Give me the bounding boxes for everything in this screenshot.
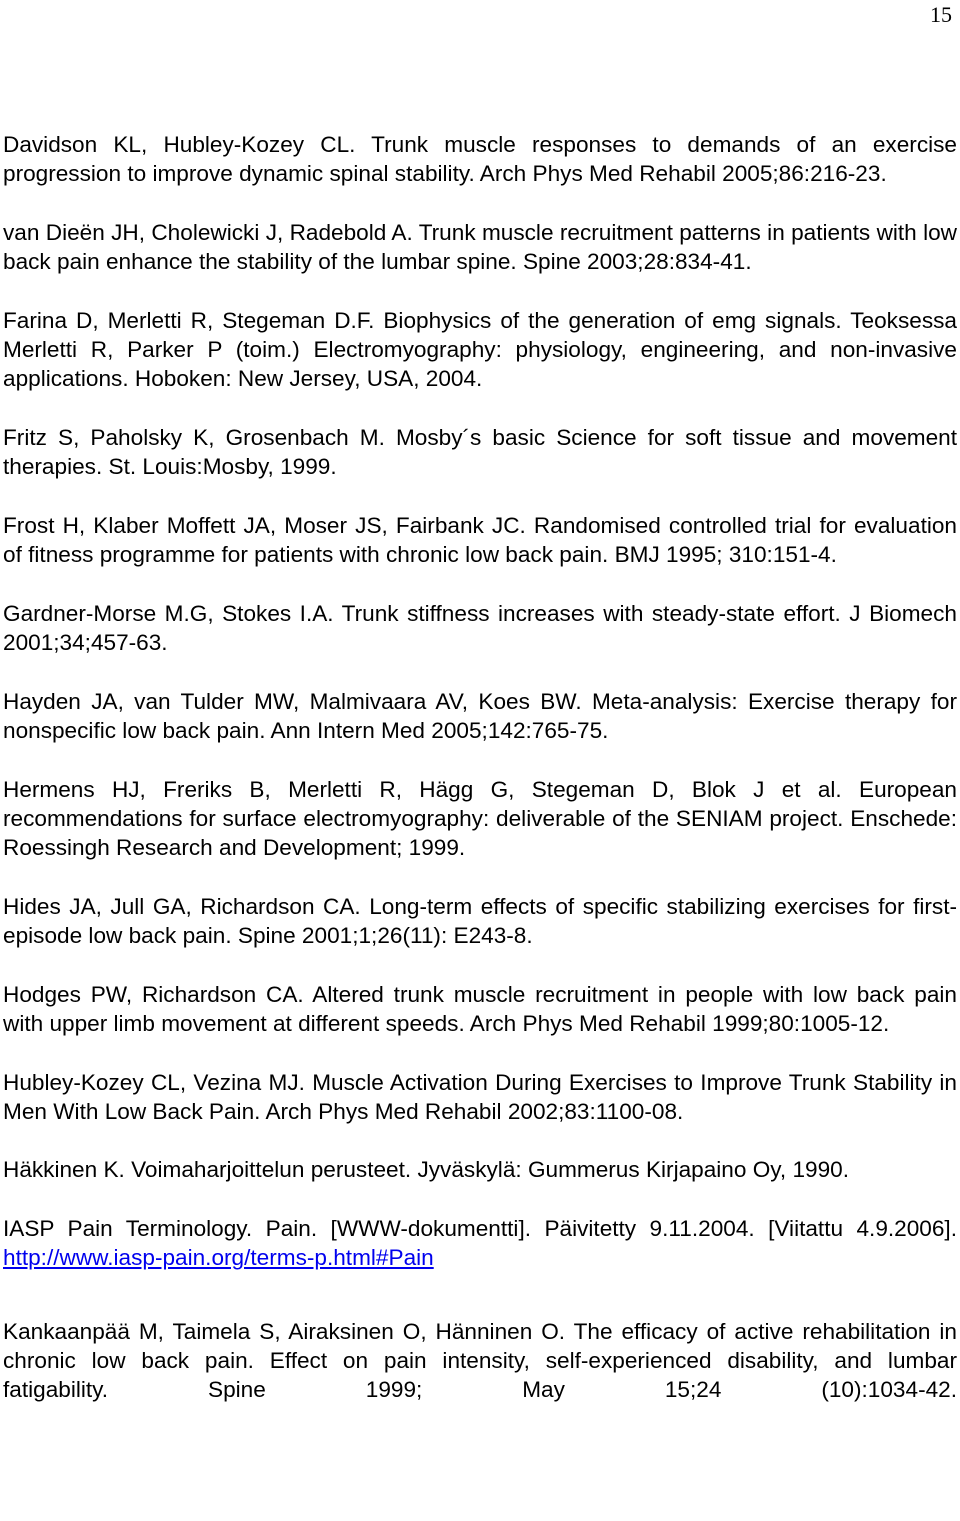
reference-item: Davidson KL, Hubley-Kozey CL. Trunk muscle responses to demands of an exercise progression to improve dynamic spinal stability. Arch Phys Med Rehabil 2005;86:216-23. xyxy=(3,132,957,187)
reference-list xyxy=(3,130,957,1404)
reference-item: Gardner-Morse M.G, Stokes I.A. Trunk stiffness increases with steady-state effort. J Biomech 2001;34;457-63. xyxy=(3,600,957,656)
reference-item: Fritz S, Paholsky K, Grosenbach M. Mosby´s basic Science for soft tissue and movement therapies. St. Louis:Mosby, 1999. xyxy=(3,424,957,480)
reference-item: Kankaanpää M, Taimela S, Airaksinen O, Hänninen O. The efficacy of active rehabilitation in chronic low back pain. Effect on pain intensity, self-experienced disability, and lumbar fatigability. Spine 1999; May 15;24 (10):1034-42. xyxy=(3,1318,957,1403)
iasp-link[interactable]: http://www.iasp-pain.org/terms-p.html#Pain xyxy=(3,1245,434,1271)
reference-item: Farina D, Merletti R, Stegeman D.F. Biophysics of the generation of emg signals. Teoksessa Merletti R, Parker P (toim.) Electromyography: physiology, engineering, and non-invasive applications. Hoboken: New Jersey, USA, 2004. xyxy=(3,307,957,392)
reference-item: Frost H, Klaber Moffett JA, Moser JS, Fairbank JC. Randomised controlled trial for evaluation of fitness programme for patients with chronic low back pain. BMJ 1995; 310:151-4. xyxy=(3,512,957,568)
reference-item: Hides JA, Jull GA, Richardson CA. Long-term effects of specific stabilizing exercises for first-episode low back pain. Spine 2001;1;26(11): E243-8. xyxy=(3,893,957,949)
reference-item-iasp xyxy=(3,1214,957,1273)
reference-item: Hayden JA, van Tulder MW, Malmivaara AV, Koes BW. Meta-analysis: Exercise therapy for nonspecific low back pain. Ann Intern Med 2005;142:765-75. xyxy=(3,688,957,743)
page-number: 15 xyxy=(930,2,952,27)
reference-item: Hubley-Kozey CL, Vezina MJ. Muscle Activation During Exercises to Improve Trunk Stability in Men With Low Back Pain. Arch Phys Med Rehabil 2002;83:1100-08. xyxy=(3,1069,957,1124)
reference-item: van Dieën JH, Cholewicki J, Radebold A. Trunk muscle recruitment patterns in patients with low back pain enhance the stability of the lumbar spine. Spine 2003;28:834-41. xyxy=(3,219,957,275)
reference-item: Hermens HJ, Freriks B, Merletti R, Hägg G, Stegeman D, Blok J et al. European recommendations for surface electromyography: deliverable of the SENIAM project. Enschede: Roessingh Research and Development; 1999. xyxy=(3,776,957,861)
reference-item: Hodges PW, Richardson CA. Altered trunk muscle recruitment in people with low back pain with upper limb movement at different speeds. Arch Phys Med Rehabil 1999;80:1005-12. xyxy=(3,981,957,1036)
reference-item: Häkkinen K. Voimaharjoittelun perusteet. Jyväskylä: Gummerus Kirjapaino Oy, 1990. xyxy=(3,1157,849,1183)
iasp-reference-text: IASP Pain Terminology. Pain. [WWW-dokumentti]. Päivitetty 9.11.2004. [Viitattu 4.9.2006]. xyxy=(3,1215,957,1241)
